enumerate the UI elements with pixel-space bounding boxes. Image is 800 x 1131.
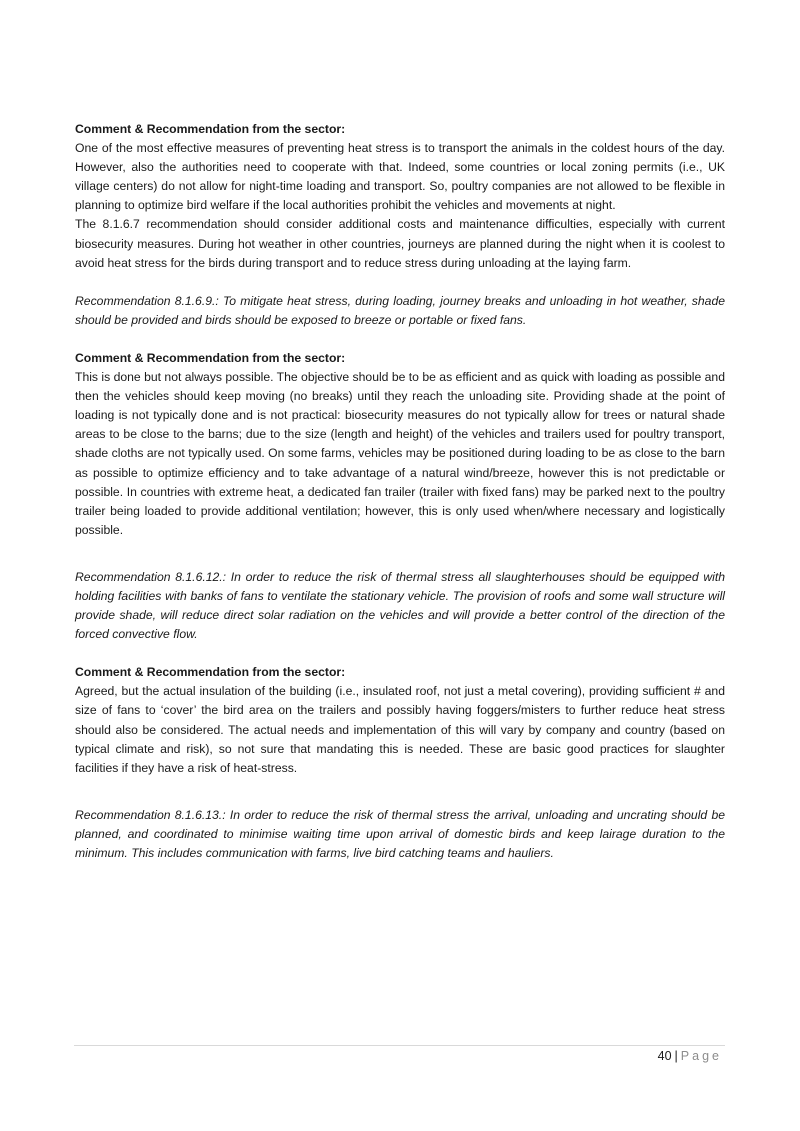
body-paragraph: The 8.1.6.7 recommendation should consider additional costs and maintenance difficulties, especially with current biosecurity measures. During hot weather in other countries, journeys are planned during the night when it is coolest to avoid heat stress for the birds during transport and to reduce stress during unloading at the laying farm. bbox=[75, 217, 725, 270]
body-paragraph: One of the most effective measures of preventing heat stress is to transport the animals in the coldest hours of the day. However, also the authorities need to cooperate with that. Indeed, some countries or local zoning permits (i.e., UK village centers) do not allow for night-time loading and transport. So, poultry companies are not allowed to be flexible in planning to optimize bird welfare if the local authorities prohibit the vehicles and movements at night. bbox=[75, 141, 725, 213]
recommendation-text: Recommendation 8.1.6.9.: To mitigate heat stress, during loading, journey breaks and unloading in hot weather, shade should be provided and birds should be exposed to breeze or portable or fixed fans. bbox=[75, 293, 725, 327]
section-heading: Comment & Recommendation from the sector: bbox=[75, 350, 346, 365]
section-heading: Comment & Recommendation from the sector: bbox=[75, 122, 346, 136]
recommendation-text: Recommendation 8.1.6.12.: In order to reduce the risk of thermal stress all slaughterhouses should be equipped with holding facilities with banks of fans to ventilate the stationary vehicle. The provision of roofs and some wall structure will provide shade, will reduce direct solar radiation on the vehicles and will provide a better control of the direction of the forced convective flow. bbox=[75, 569, 725, 642]
section-heading: Comment & Recommendation from the sector: bbox=[75, 665, 346, 680]
page-number: 40 bbox=[657, 1049, 672, 1063]
recommendation-text: Recommendation 8.1.6.13.: In order to reduce the risk of thermal stress the arrival, unloading and uncrating should be planned, and coordinated to minimise waiting time upon arrival of domestic birds and keep lairage duration to the minimum. This includes communication with farms, live bird catching teams and hauliers. bbox=[75, 807, 725, 860]
body-paragraph: Agreed, but the actual insulation of the building (i.e., insulated roof, not just a metal covering), providing sufficient # and size of fans to ‘cover’ the bird area on the trailers and possibly having foggers/misters to further reduce heat stress should also be considered. The actual needs and implementation of this will vary by company and country (based on typical climate and risk), so not sure that mandating this is needed. These are basic good practices for slaughter facilities if they have a risk of heat-stress. bbox=[75, 684, 725, 775]
page-label: Page bbox=[680, 1049, 722, 1063]
document-page bbox=[75, 120, 725, 863]
footer-divider bbox=[74, 1045, 725, 1046]
footer-separator: | bbox=[674, 1049, 678, 1063]
page-footer bbox=[658, 1049, 722, 1063]
body-paragraph: This is done but not always possible. The objective should be to be as efficient and as quick with loading as possible and then the vehicles should keep moving (no breaks) until they reach the unloading site. Providing shade at the point of loading is not typically done and is not practical: biosecurity measures do not typically allow for trees or natural shade areas to be close to the barns; due to the size (length and height) of the vehicles and trailers used for poultry transport, shade cloths are not typically used. On some farms, vehicles may be positioned during loading to be as close to the barn as possible to optimize efficiency and to take advantage of a natural wind/breeze, however this is not predictable or possible. In countries with extreme heat, a dedicated fan trailer (trailer with fixed fans) may be parked next to the poultry trailer being loaded to provide additional ventilation; however, this is only used when/where necessary and logistically possible. bbox=[75, 370, 725, 537]
